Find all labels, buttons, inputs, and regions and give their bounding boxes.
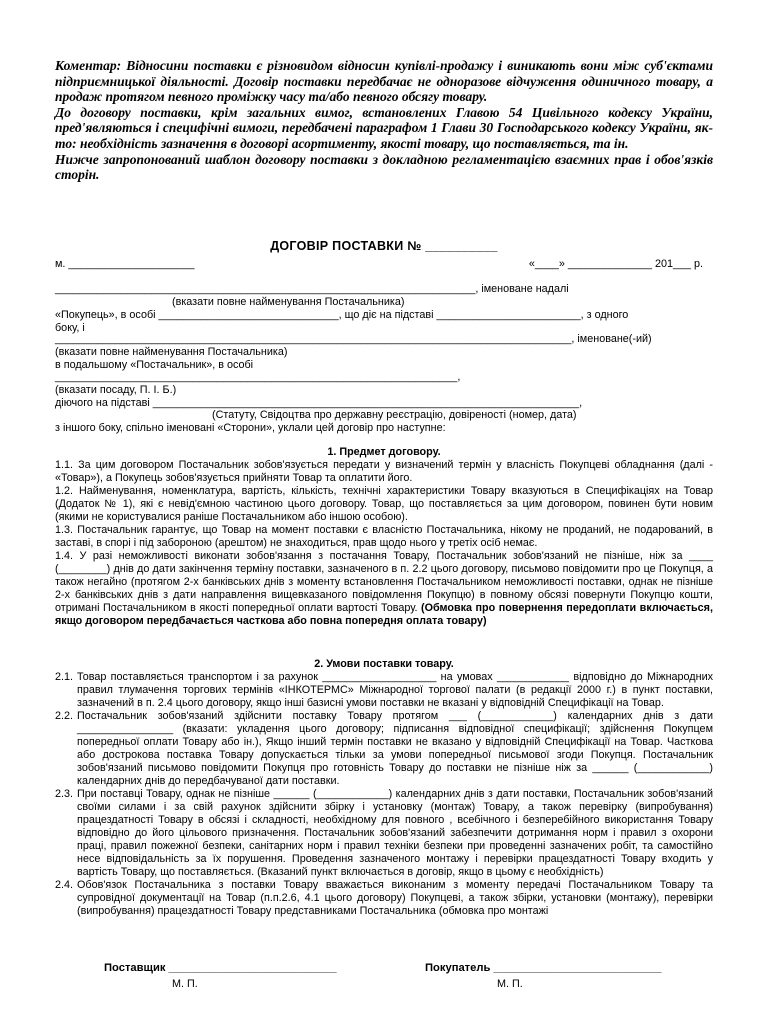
party-line-3: боку, і [55, 322, 85, 334]
clause-1-2: 1.2. Найменування, номенклатура, вартість, кількість, технічні характеристики Товару вказуються в Специфікаціях на Товар (Додаток № 1), які є невід'ємною частиною цього договору. Товар, що поставляється за цим договором, повинен бути новим (якими не користувалися раніше Постачальником або іншою особою). [55, 485, 713, 523]
clause-number: 2.4. [55, 879, 74, 891]
party-hint-1: (вказати повне найменування Постачальника) [172, 296, 405, 308]
clause-1-3: 1.3. Постачальник гарантує, що Товар на момент поставки є власністю Постачальника, нікому не проданий, не подарований, в заставі, в спорі і під забороною (арештом) не знаходиться, прав щодо нього у третіх осіб немає. [55, 524, 713, 549]
buyer-signature: Покупатель ___________________________ [425, 962, 662, 974]
clause-2-3 [55, 788, 713, 879]
section-1-heading: 1. Предмет договору. [327, 446, 441, 458]
party-hint-3: (вказати посаду, П. І. Б.) [55, 384, 177, 396]
date-line: «____» ______________ 201___ р. [528, 258, 703, 270]
party-hint-4: (Статуту, Свідоцтва про державну реєстрацію, довіреності (номер, дата) [212, 409, 577, 421]
clause-1-4-text: 1.4. У разі неможливості виконати зобов'язання з постачання Товару, Постачальник зобов'язаний не пізніше, ніж за ____ (________) днів до дати закінчення терміну поставки, зазначеного в п. 2.2 цього договору, письмово повідомити про це Покупця, а також негайно (протягом 2-х банківських днів з моменту встановлення Постачальником неможливості поставки, однак не пізніше 2-х банківських днів з дати направлення вищевказаного повідомлення Покупцю) в повному обсязі повернути Покупцю кошти, отримані Постачальником в якості попередньої оплати вартості Товару. [55, 550, 713, 614]
commentary-block [55, 58, 713, 183]
party-line-2: «Покупець», в особі ______________________________, що діє на підставі ________________________, з одного [55, 309, 629, 321]
party-hint-2: (вказати повне найменування Постачальника) [55, 346, 288, 358]
party-line-9: діючого на підставі _______________________________________________________________________, [55, 397, 583, 409]
supplier-stamp-label: М. П. [172, 978, 198, 990]
commentary-paragraph-3: Нижче запропонований шаблон договору поставки з докладною регламентацією взаємних прав і обов'язків сторін. [55, 151, 713, 183]
party-line-4: ______________________________________________________________________________________, іменоване(-ий) [55, 333, 652, 345]
clause-number: 2.3. [55, 788, 74, 800]
clause-1-1: 1.1. За цим договором Постачальник зобов'язується передати у визначений термін у власність Покупцеві обладнання (далі - «Товар»), а Покупець зобов'язується прийняти Товар та оплатити його. [55, 459, 713, 484]
party-line-11: з іншого боку, спільно іменовані «Сторони», уклали цей договір про наступне: [55, 422, 446, 434]
city-line: м. _____________________ [55, 258, 195, 270]
party-line-7: ___________________________________________________________________, [55, 371, 461, 383]
commentary-paragraph-1: Коментар: Відносини поставки є різновидом відносин купівлі-продажу і виникають вони між суб'єктами підприємницької діяльності. Договір поставки передбачає не одноразове відчуження одиничного товару, а продаж протягом певного проміжку часу та/або певного обсягу товару. [55, 58, 713, 105]
clause-text: При поставці Товару, однак не пізніше ______ (____________) календарних днів з дати поставки, Постачальник зобов'язаний своїми силами і за свій рахунок здійснити збірку і установку (монтаж) Товару, а також перевірку (випробування) працездатності Товару в обсязі і складності, необхідному для повного , всебічного і безперебійного використання Товару відповідно до його цільового призначення. Постачальник зобов'язаний забезпечити дотримання норм і правил з охорони праці, правил пожежної безпеки, санітарних норм і правил техніки безпеки при проведенні зазначених робіт, та самостійно несе відповідальність за їх порушення. Проведення зазначеного монтажу і перевірки працездатності Товару входить у вартість Товару, що поставляється. (Вказаний пункт включається в договір, якщо в цьому є необхідність) [77, 788, 713, 878]
supplier-signature: Поставщик ___________________________ [104, 962, 337, 974]
party-line-6: в подальшому «Постачальник», в особі [55, 359, 254, 371]
party-line-1: ______________________________________________________________________, іменоване надалі [55, 283, 569, 295]
document-title: ДОГОВІР ПОСТАВКИ № __________ [270, 239, 498, 253]
section-2 [55, 658, 713, 918]
clause-2-1 [55, 671, 713, 710]
clause-text: Товар поставляється транспортом і за рахунок ___________________ на умовах ____________ відповідно до Міжнародних правил тлумачення торгових термінів «ІНКОТЕРМС» Міжнародної торгової палати (в редакції 2000 г.) в пункт поставки, зазначений в п. 2.4 цього договору, якщо інші базисні умови поставки не вказані у відповідній Специфікації на Товар. [77, 671, 713, 709]
commentary-paragraph-2: До договору поставки, крім загальних вимог, встановлених Главою 54 Цивільного кодексу України, пред'являються і специфічні вимоги, передбачені параграфом 1 Глави 30 Господарського кодексу України, як-то: необхідність зазначення в договорі асортименту, якості товару, що поставляється, та ін. [55, 104, 713, 151]
section-1 [55, 446, 713, 628]
clause-number: 2.2. [55, 710, 74, 722]
clause-2-4 [55, 879, 713, 918]
buyer-stamp-label: М. П. [497, 978, 523, 990]
clause-number: 2.1. [55, 671, 74, 683]
clause-text: Постачальник зобов'язаний здійснити поставку Товару протягом ___ (____________) календарних днів з дати ________________ (вказати: укладення цього договору; підписання відповідної специфікації; здійснення Покупцем попередньої оплати Товару або ін.), Якщо інший термін поставки не вказано у відповідній Специфікації на Товар. Часткова або дострокова поставка Товару допускається тільки за умови попередньої письмової згоди Покупця. Постачальник зобов'язаний письмово повідомити Покупця про готовність Товару до поставки не пізніше ніж за ______ (____________) календарних днів до передбачуваної дати поставки. [77, 710, 713, 787]
section-2-heading: 2. Умови поставки товару. [314, 658, 454, 670]
clause-1-4 [55, 550, 713, 628]
clause-text: Обов'язок Постачальника з поставки Товару вважається виконаним з моменту передачі Постачальником Товару та супровідної документації на Товар (п.п.2.6, 4.1 цього договору) Покупцеві, а також збірки, установки (монтажу), перевірки (випробування) працездатності Товару представниками Постачальника (обмовка про монтажі [77, 879, 713, 917]
clause-1-4-note: (Обмовка про повернення передоплати включається, якщо договором передбачається часткова або повна попередня оплата товару) [55, 602, 713, 627]
clause-2-2 [55, 710, 713, 788]
